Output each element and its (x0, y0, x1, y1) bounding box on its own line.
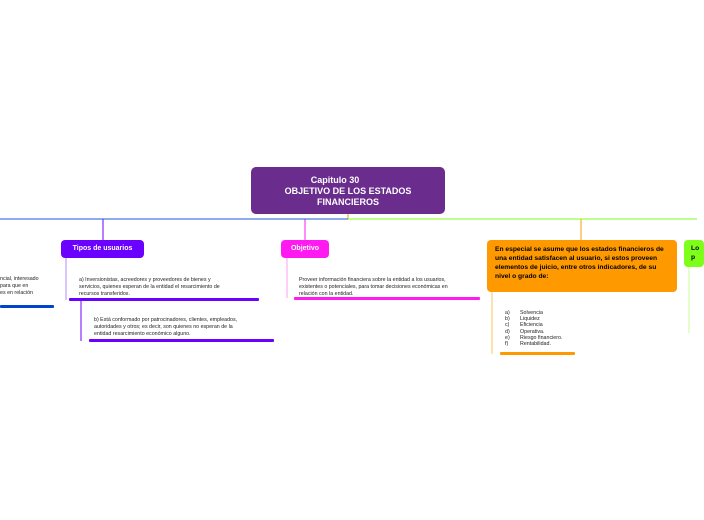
topic-en-especial[interactable]: En especial se asume que los estados financieros de una entidad satisfacen al usuario, si estos proveen elementos de juicio, entre otros indicadores, de su nivel o grado de: (487, 240, 677, 292)
list-item: c) Eficiencia (505, 322, 543, 329)
subtopic-left-underline (0, 305, 54, 308)
central-topic-title: OBJETIVO DE LOS ESTADOS FINANCIEROS (284, 186, 412, 207)
subtopic-indicadores-underline (500, 352, 575, 355)
list-item: d) Operativa. (505, 328, 545, 335)
subtopic-usuarios-b-underline (89, 339, 274, 342)
subtopic-objetivo-text[interactable]: Proveer información financiera sobre la entidad a los usuarios, existentes o potenciales, para tomar decisiones económicas en relación con la entidad. (299, 277, 448, 297)
subtopic-usuarios-b[interactable]: b) Está conformado por patrocinadores, clientes, empleados, autoridades y otros; es decir, son quienes no esperan de la entidad resarcimiento económico alguno. (94, 317, 238, 337)
topic-right-cutoff[interactable]: Lo p (684, 240, 704, 267)
subtopic-usuarios-a-underline (69, 298, 259, 301)
list-item: e) Riesgo financiero. (505, 334, 563, 341)
subtopic-left-cutoff[interactable]: ncial, interesado para que en es en relación (0, 276, 39, 296)
list-item: b) Liquidez (505, 316, 540, 323)
central-topic[interactable] (251, 167, 445, 214)
central-topic-chapter: Capitulo 30 (310, 175, 360, 185)
topic-objetivo[interactable]: Objetivo (281, 240, 329, 258)
subtopic-indicadores-list[interactable] (505, 310, 625, 347)
subtopic-usuarios-a[interactable]: a) Inversionistas, acreedores y proveedores de bienes y servicios, quienes esperan de la entidad el resarcimiento de recursos transferidos. (79, 277, 220, 297)
list-item: f) Rentabilidad. (505, 341, 551, 348)
subtopic-objetivo-underline (294, 297, 480, 300)
topic-tipos-de-usuarios[interactable]: Tipos de usuarios (61, 240, 144, 258)
list-item: a) Solvencia (505, 310, 543, 316)
